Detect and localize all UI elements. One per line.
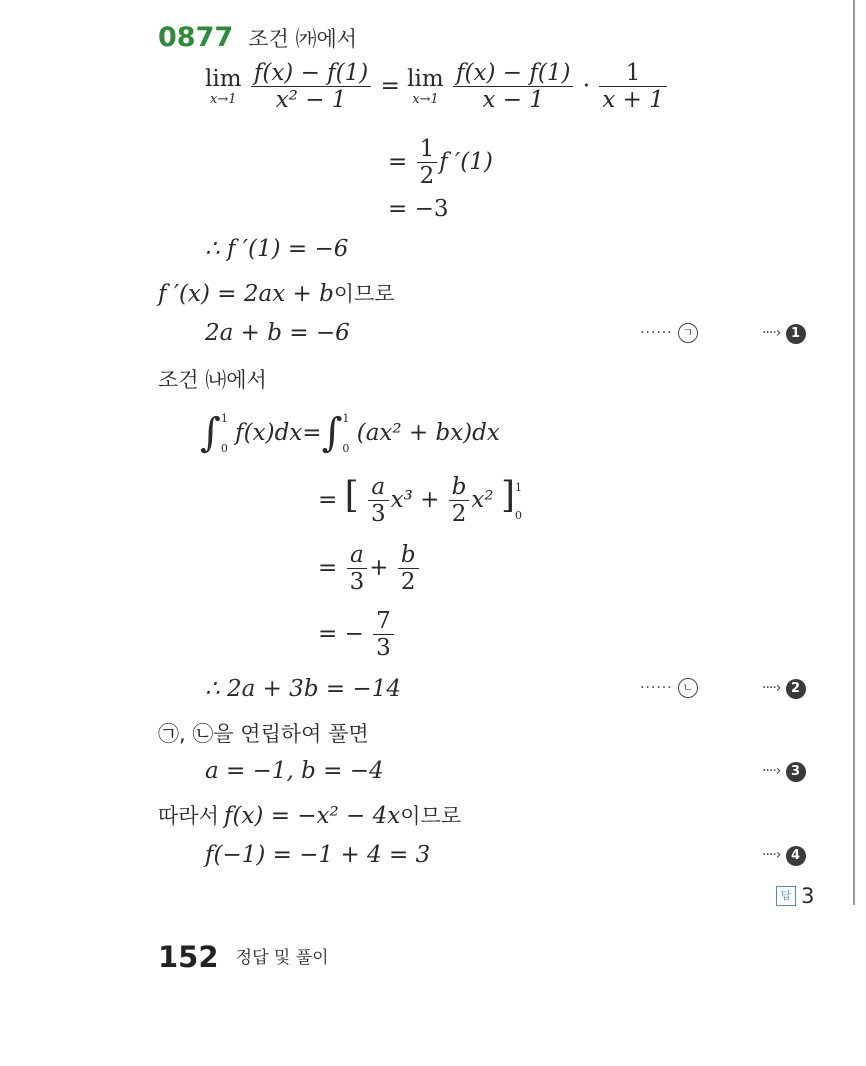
sum-of-fractions: = $\frac{a}{3}$ + $\frac{b}{2}$ [318, 542, 421, 596]
condition-2-intro: 조건 ㈏에서 [158, 368, 267, 392]
step-3-icon: 3 [786, 762, 806, 782]
equation-k1: 2a + b = −6 [205, 320, 350, 346]
problem-header [158, 22, 357, 53]
answer-value: 3 [801, 884, 815, 908]
fprime-conclusion: ∴ f ′(1) = −6 [205, 236, 349, 262]
problem-number: 0877 [158, 22, 234, 53]
negative-seven-thirds: = − $\frac{7}{3}$ [318, 608, 396, 662]
step-marker-4: ····› 4 [762, 844, 806, 866]
fraction-b-over-2: $\frac{b}{2}$ [449, 474, 470, 528]
integral-equation: ∫ 1 0 f(x)dx=∫ 1 0 (ax² + bx)dx [200, 410, 500, 456]
fraction-half: $\frac{1}{2}$ [417, 136, 438, 190]
lim-text-2: lim [407, 66, 444, 93]
derivative-line: f ′(x) = 2ax + b이므로 [158, 281, 395, 307]
half-fprime-line: = $\frac{1}{2}$ f ′(1) [388, 136, 493, 190]
step-marker-1: ····› 1 [762, 322, 806, 344]
answer [776, 884, 814, 908]
page-footer [158, 940, 329, 974]
fraction-c: $\frac{1}{x + 1}$ [599, 60, 667, 114]
circled-giyeok-icon: ㄱ [678, 323, 698, 343]
marker-k2: ······ ㄴ [640, 677, 698, 698]
step-4-icon: 4 [786, 846, 806, 866]
fraction-a: $\frac{f(x) - f(1)}{\text{x² − 1}}$ [251, 60, 371, 114]
step-marker-2: ····› 2 [762, 677, 806, 699]
fprime-1: f ′(1) [439, 148, 493, 175]
step-2-icon: 2 [786, 679, 806, 699]
function-result-line: 따라서 f(x) = −x² − 4x이므로 [158, 803, 462, 829]
step-1-icon: 1 [786, 324, 806, 344]
final-evaluation: f(−1) = −1 + 4 = 3 [205, 842, 431, 868]
mid-dot: · [582, 72, 591, 99]
equals-minus-three: = −3 [388, 196, 449, 222]
section-title: 정답 및 풀이 [235, 948, 329, 968]
limit-equation [205, 60, 669, 114]
fraction-b: $\frac{f(x) - f(1)}{x - 1}$ [453, 60, 573, 114]
lim-subscript-2: x→1 [412, 92, 439, 108]
step-marker-3: ····› 3 [762, 760, 806, 782]
marker-k1: ······ ㄱ [640, 322, 698, 343]
lim-text: lim [205, 66, 242, 93]
page-edge-rule [853, 0, 855, 905]
solution-values: a = −1, b = −4 [205, 758, 384, 784]
lim-subscript: x→1 [210, 92, 237, 108]
solve-system-text: ㉠, ㉡을 연립하여 풀면 [158, 722, 369, 746]
page-number: 152 [158, 940, 219, 974]
problem-intro: 조건 ㈎에서 [248, 27, 358, 51]
equation-k2: ∴ 2a + 3b = −14 [205, 676, 401, 702]
circled-nieun-icon: ㄴ [678, 678, 698, 698]
antiderivative-line: = [ $\frac{a}{3}$ x³ + $\frac{b}{2}$ x² ] 1 0 [318, 474, 522, 528]
equals-sign: = [380, 72, 400, 99]
answer-icon: 답 [776, 886, 796, 906]
fraction-a-over-3: $\frac{a}{3}$ [368, 474, 389, 528]
